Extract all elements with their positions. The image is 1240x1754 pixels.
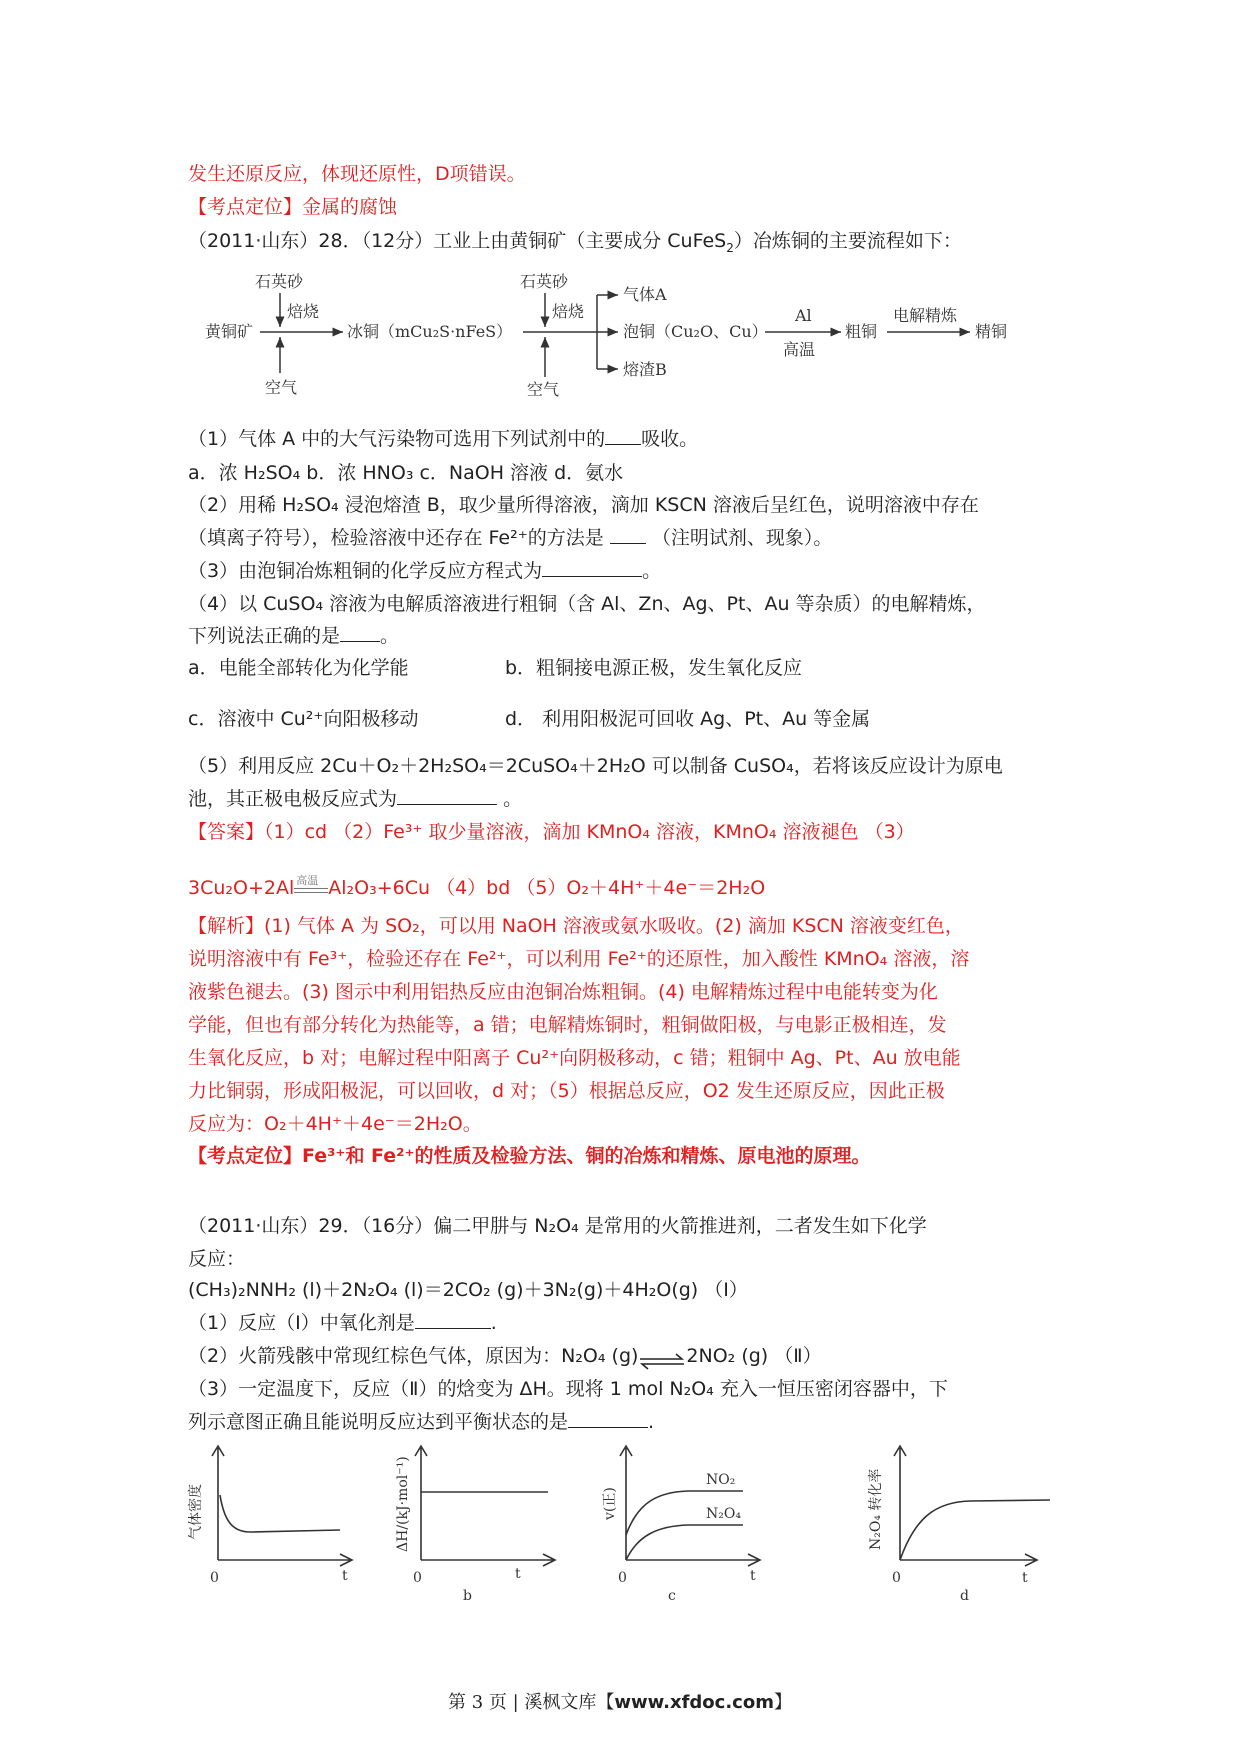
graph-d-origin: 0 [892, 1570, 901, 1586]
graph-d [860, 1440, 1060, 1605]
flow-electro: 电解精炼 [893, 306, 958, 325]
graph-c [598, 1440, 768, 1605]
flow-al: Al [795, 306, 812, 325]
flow-roast2: 焙烧 [552, 302, 585, 321]
graph-b-origin: 0 [413, 1570, 422, 1586]
flow-air2: 空气 [527, 380, 560, 399]
problem-29-q3-line1: （3）一定温度下，反应（Ⅱ）的焓变为 ΔH。现将 1 mol N₂O₄ 充入一恒压密闭容器中，下 [188, 1378, 948, 1400]
question-2-line2: （填离子符号），检验溶液中还存在 Fe²⁺的方法是 （注明试剂、现象）。 [188, 527, 833, 549]
question-5-line1: （5）利用反应 2Cu＋O₂＋2H₂SO₄＝2CuSO₄＋2H₂O 可以制备 CuSO₄，若将该反应设计为原电 [188, 755, 1003, 777]
explanation-line2: 说明溶液中有 Fe³⁺，检验还存在 Fe²⁺，可以利用 Fe²⁺的还原性，加入酸性 KMnO₄ 溶液，溶 [188, 948, 970, 970]
graph-c-n2o4-label: N₂O₄ [706, 1506, 741, 1522]
flow-sand2: 石英砂 [520, 272, 569, 291]
explanation-line3: 液紫色褪去。(3) 图示中利用铝热反应由泡铜冶炼粗铜。(4) 电解精炼过程中电能转变为化 [188, 981, 938, 1003]
question-4-line2: 下列说法正确的是 。 [188, 625, 400, 647]
equilibrium-arrow-icon [638, 1353, 686, 1369]
section-tag: 【考点定位】金属的腐蚀 [188, 196, 398, 218]
flow-roast1: 焙烧 [287, 302, 320, 321]
option-4c: c．溶液中 Cu²⁺向阳极移动 [188, 708, 419, 730]
answer-line1: 【答案】（1）cd （2）Fe³⁺ 取少量溶液，滴加 KMnO₄ 溶液，KMnO₄ 溶液褪色 （3） [188, 821, 915, 843]
graph-d-caption: d [960, 1588, 969, 1604]
graph-d-ylabel: N₂O₄ 转化率 [868, 1468, 884, 1550]
explanation-line1: 【解析】(1) 气体 A 为 SO₂，可以用 NaOH 溶液或氨水吸收。(2) 滴加 KSCN 溶液变红色， [188, 915, 964, 937]
flow-refined: 精铜 [975, 322, 1008, 341]
graph-b-ylabel: ΔH/(kJ·mol⁻¹) [395, 1456, 411, 1552]
problem-29-q3-line2: 列示意图正确且能说明反应达到平衡状态的是 . [188, 1411, 655, 1433]
problem-29-equation: (CH₃)₂NNH₂ (l)＋2N₂O₄ (l)＝2CO₂ (g)＋3N₂(g)＋4H₂O(g) （Ⅰ） [188, 1279, 748, 1301]
explanation-line7: 反应为：O₂＋4H⁺＋4e⁻＝2H₂O。 [188, 1113, 482, 1135]
flow-blister: 泡铜（Cu₂O、Cu） [623, 322, 768, 341]
graph-d-t: t [1022, 1570, 1028, 1586]
option-4a: a．电能全部转化为化学能 [188, 657, 409, 679]
option-4b: b．粗铜接电源正极，发生氧化反应 [505, 657, 803, 679]
explanation-line4: 学能，但也有部分转化为热能等，a 错；电解精炼铜时，粗铜做阳极，与电影正极相连，发 [188, 1014, 947, 1036]
graph-a-origin: 0 [210, 1570, 219, 1586]
graph-a-t: t [342, 1568, 348, 1584]
footer-url[interactable]: www.xfdoc.com [614, 1692, 774, 1713]
text-line: 发生还原反应，体现还原性，D项错误。 [188, 163, 526, 185]
question-5-line2: 池，其正极电极反应式为 。 [188, 788, 523, 810]
graph-a-ylabel: 气体密度 [188, 1484, 204, 1540]
problem-29-q1: （1）反应（Ⅰ）中氧化剂是 . [188, 1312, 497, 1334]
graph-a [190, 1440, 360, 1605]
answer-line2: 3Cu₂O+2Al 高温 Al₂O₃+6Cu （4）bd （5）O₂＋4H⁺＋4e⁻＝2H₂O [188, 874, 765, 902]
question-4-line1: （4）以 CuSO₄ 溶液为电解质溶液进行粗铜（含 Al、Zn、Ag、Pt、Au 等杂质）的电解精炼， [188, 593, 986, 615]
question-1: （1）气体 A 中的大气污染物可选用下列试剂中的 吸收。 [188, 428, 699, 450]
flow-hightemp: 高温 [783, 340, 816, 359]
condition-label: 高温 [296, 873, 319, 887]
problem-29-header: （2011·山东）29．（16分）偏二甲肼与 N₂O₄ 是常用的火箭推进剂，二者发生如下化学 [188, 1215, 927, 1237]
flow-ore: 黄铜矿 [205, 322, 254, 341]
process-flow-diagram [205, 265, 1065, 400]
graph-b [393, 1440, 563, 1605]
problem-29-line2: 反应： [188, 1248, 246, 1270]
section-tag-2: 【考点定位】Fe³⁺和 Fe²⁺的性质及检验方法、铜的冶炼和精炼、原电池的原理。 [188, 1145, 871, 1167]
graph-b-t: t [515, 1566, 521, 1582]
page-footer: 第 3 页 | 溪枫文库【www.xfdoc.com】 [448, 1692, 792, 1713]
graph-c-no2-label: NO₂ [706, 1472, 736, 1488]
graph-c-ylabel: v(正) [602, 1487, 618, 1520]
graph-b-caption: b [463, 1588, 472, 1604]
graph-c-origin: 0 [618, 1570, 627, 1586]
problem-28-header: （2011·山东）28．（12分）工业上由黄铜矿（主要成分 CuFeS$_2$）冶炼铜的主要流程如下： [188, 230, 962, 255]
explanation-line6: 力比铜弱，形成阳极泥，可以回收，d 对；（5）根据总反应，O2 发生还原反应，因此正极 [188, 1080, 945, 1102]
flow-slagB: 熔渣B [623, 360, 667, 379]
explanation-line5: 生氧化反应，b 对；电解过程中阳离子 Cu²⁺向阴极移动，c 错；粗铜中 Ag、Pt、Au 放电能 [188, 1047, 961, 1069]
problem-29-q2: （2）火箭残骸中常现红棕色气体，原因为：N₂O₄ (g) 2NO₂ (g) （Ⅱ） [188, 1345, 822, 1367]
options-1: a．浓 H₂SO₄ b．浓 HNO₃ c．NaOH 溶液 d．氨水 [188, 462, 624, 484]
question-2-line1: （2）用稀 H₂SO₄ 浸泡熔渣 B，取少量所得溶液，滴加 KSCN 溶液后呈红色，说明溶液中存在 [188, 494, 979, 516]
flow-sand1: 石英砂 [255, 272, 304, 291]
flow-air1: 空气 [265, 378, 298, 397]
graph-c-caption: c [668, 1588, 676, 1604]
question-3: （3）由泡铜冶炼粗铜的化学反应方程式为 。 [188, 560, 662, 582]
graph-c-t: t [750, 1568, 756, 1584]
flow-gasA: 气体A [623, 285, 667, 304]
option-4d: d． 利用阳极泥可回收 Ag、Pt、Au 等金属 [505, 708, 871, 730]
flow-crude: 粗铜 [845, 322, 878, 341]
flow-matte: 冰铜（mCu₂S·nFeS） [347, 322, 513, 341]
